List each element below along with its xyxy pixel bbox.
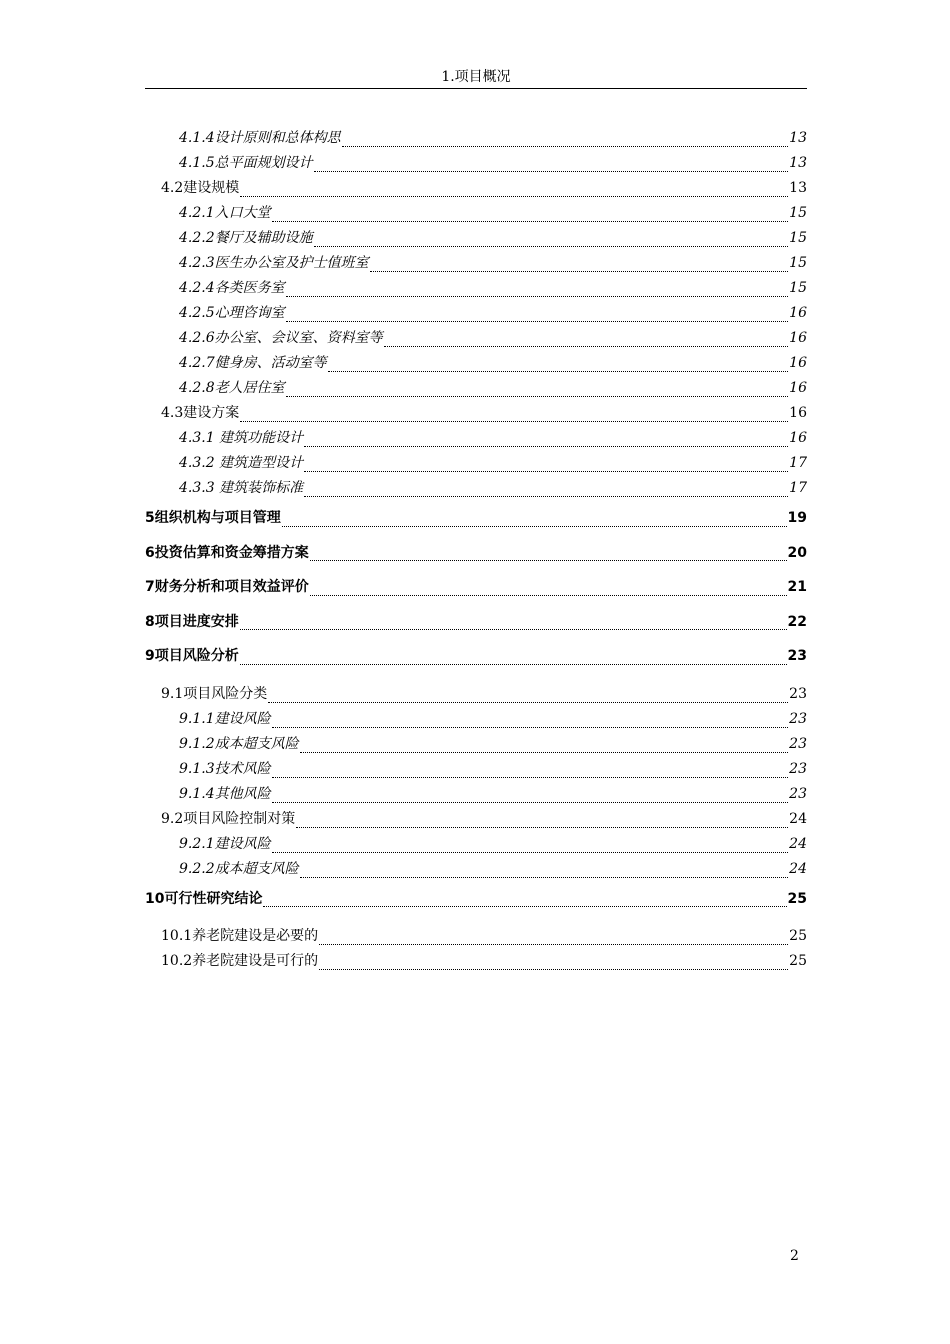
toc-entry-title: 6投资估算和资金筹措方案 [145, 544, 309, 561]
toc-entry-title: 4.2.1入口大堂 [179, 205, 271, 221]
toc-entry[interactable] [145, 682, 807, 707]
dot-leader [304, 496, 788, 497]
toc-entry-page: 23 [787, 648, 807, 664]
toc-entry[interactable] [145, 451, 807, 476]
toc-entry[interactable] [145, 126, 807, 151]
toc-entry[interactable] [145, 924, 807, 949]
dot-leader [263, 906, 786, 907]
dot-leader [300, 877, 789, 878]
toc-entry-page: 25 [789, 928, 807, 944]
section-gap [145, 674, 807, 682]
toc-entry-page: 25 [789, 953, 807, 969]
toc-entry-title: 4.2.4各类医务室 [179, 280, 285, 296]
toc-entry[interactable] [145, 351, 807, 376]
toc-entry-page: 23 [789, 710, 807, 727]
toc-entry-page: 13 [789, 155, 807, 171]
dot-leader [319, 944, 788, 945]
dot-leader [310, 595, 787, 596]
dot-leader [268, 702, 788, 703]
toc-entry-title: 7财务分析和项目效益评价 [145, 579, 309, 595]
toc-entry[interactable] [145, 782, 807, 807]
dot-leader [300, 752, 789, 753]
toc-entry-title: 4.1.4设计原则和总体构思 [179, 130, 341, 146]
toc-entry-page: 17 [789, 455, 807, 471]
toc-entry-title: 9.1项目风险分类 [161, 685, 268, 702]
dot-leader [272, 802, 789, 803]
toc-entry[interactable] [145, 276, 807, 301]
toc-entry[interactable] [145, 251, 807, 276]
toc-entry-page: 15 [789, 255, 807, 271]
toc-entry[interactable] [145, 326, 807, 351]
toc-entry[interactable] [145, 882, 807, 917]
toc-entry-title: 10.1养老院建设是必要的 [161, 928, 319, 944]
section-gap [145, 916, 807, 924]
toc-entry-page: 15 [789, 230, 807, 246]
toc-entry-page: 24 [789, 860, 807, 877]
toc-entry-page: 15 [789, 205, 807, 221]
toc-entry-page: 23 [789, 685, 807, 702]
toc-entry-title: 4.2.8老人居住室 [179, 380, 285, 396]
dot-leader [272, 852, 789, 853]
dot-leader [240, 664, 787, 665]
toc-entry[interactable] [145, 732, 807, 757]
toc-entry-title: 9.2.2成本超支风险 [179, 860, 299, 877]
toc-entry[interactable] [145, 605, 807, 640]
toc-entry[interactable] [145, 176, 807, 201]
toc-entry-page: 17 [789, 480, 807, 496]
header-title: 1.项目概况 [441, 69, 511, 85]
toc-entry-page: 13 [789, 180, 807, 196]
dot-leader [384, 346, 789, 347]
dot-leader [314, 171, 789, 172]
table-of-contents [145, 126, 807, 974]
toc-entry-title: 9.2.1建设风险 [179, 835, 271, 852]
toc-entry[interactable] [145, 426, 807, 451]
toc-entry-page: 23 [789, 760, 807, 777]
dot-leader [272, 727, 789, 728]
toc-entry-page: 13 [789, 130, 807, 146]
toc-entry-title: 4.3.3 建筑装饰标准 [179, 480, 304, 496]
toc-entry-page: 16 [789, 330, 807, 346]
toc-entry-title: 8项目进度安排 [145, 613, 239, 630]
dot-leader [328, 371, 789, 372]
toc-entry[interactable] [145, 201, 807, 226]
toc-entry[interactable] [145, 376, 807, 401]
toc-entry-page: 16 [789, 305, 807, 321]
toc-entry-title: 9.1.3技术风险 [179, 760, 271, 777]
toc-entry[interactable] [145, 226, 807, 251]
toc-entry-page: 21 [787, 579, 807, 595]
dot-leader [310, 560, 787, 561]
toc-entry-page: 19 [787, 510, 807, 526]
toc-entry-page: 16 [789, 430, 807, 446]
toc-entry-page: 23 [789, 735, 807, 752]
toc-entry-title: 4.2.7健身房、活动室等 [179, 355, 327, 371]
dot-leader [272, 777, 789, 778]
toc-entry[interactable] [145, 832, 807, 857]
toc-entry-title: 4.3建设方案 [161, 405, 240, 421]
dot-leader [282, 526, 787, 527]
toc-entry[interactable] [145, 857, 807, 882]
toc-entry[interactable] [145, 757, 807, 782]
dot-leader [370, 271, 789, 272]
toc-entry-page: 22 [787, 613, 807, 630]
toc-entry[interactable] [145, 807, 807, 832]
dot-leader [342, 146, 789, 147]
toc-entry[interactable] [145, 570, 807, 605]
toc-entry-page: 20 [787, 544, 807, 561]
toc-entry-title: 5组织机构与项目管理 [145, 510, 281, 526]
toc-entry-page: 16 [789, 380, 807, 396]
toc-entry-title: 9.1.4其他风险 [179, 785, 271, 802]
dot-leader [296, 827, 788, 828]
toc-entry-page: 24 [789, 810, 807, 827]
toc-entry-title: 9.1.1建设风险 [179, 710, 271, 727]
toc-entry[interactable] [145, 151, 807, 176]
toc-entry-title: 4.2建设规模 [161, 180, 240, 196]
toc-entry-title: 4.1.5总平面规划设计 [179, 155, 313, 171]
toc-entry-title: 9.2项目风险控制对策 [161, 810, 296, 827]
toc-entry-title: 4.2.2餐厅及辅助设施 [179, 230, 313, 246]
dot-leader [286, 321, 789, 322]
toc-entry-title: 9项目风险分析 [145, 648, 239, 664]
toc-entry-page: 15 [789, 280, 807, 296]
toc-entry[interactable] [145, 301, 807, 326]
toc-entry-title: 9.1.2成本超支风险 [179, 735, 299, 752]
dot-leader [319, 969, 788, 970]
dot-leader [286, 396, 789, 397]
toc-entry[interactable] [145, 639, 807, 674]
toc-entry[interactable] [145, 401, 807, 426]
toc-entry[interactable] [145, 707, 807, 732]
toc-entry-title: 10可行性研究结论 [145, 890, 263, 907]
dot-leader [304, 471, 788, 472]
dot-leader [240, 629, 787, 630]
toc-entry-page: 16 [789, 355, 807, 371]
dot-leader [240, 196, 788, 197]
toc-entry-title: 4.3.1 建筑功能设计 [179, 430, 304, 446]
toc-entry[interactable] [145, 949, 807, 974]
page-header [145, 66, 807, 89]
toc-entry-page: 24 [789, 835, 807, 852]
toc-entry-title: 4.2.3医生办公室及护士值班室 [179, 255, 369, 271]
toc-entry-page: 16 [789, 405, 807, 421]
dot-leader [272, 221, 789, 222]
dot-leader [240, 421, 788, 422]
toc-entry-title: 10.2养老院建设是可行的 [161, 953, 319, 969]
dot-leader [286, 296, 789, 297]
dot-leader [314, 246, 789, 247]
page-number: 2 [790, 1248, 799, 1264]
toc-entry-title: 4.2.5心理咨询室 [179, 305, 285, 321]
toc-entry[interactable] [145, 536, 807, 571]
toc-entry-page: 23 [789, 785, 807, 802]
toc-entry[interactable] [145, 476, 807, 501]
toc-entry-title: 4.3.2 建筑造型设计 [179, 455, 304, 471]
dot-leader [304, 446, 788, 447]
toc-entry-page: 25 [787, 890, 807, 907]
toc-entry-title: 4.2.6办公室、会议室、资料室等 [179, 330, 383, 346]
toc-entry[interactable] [145, 501, 807, 536]
